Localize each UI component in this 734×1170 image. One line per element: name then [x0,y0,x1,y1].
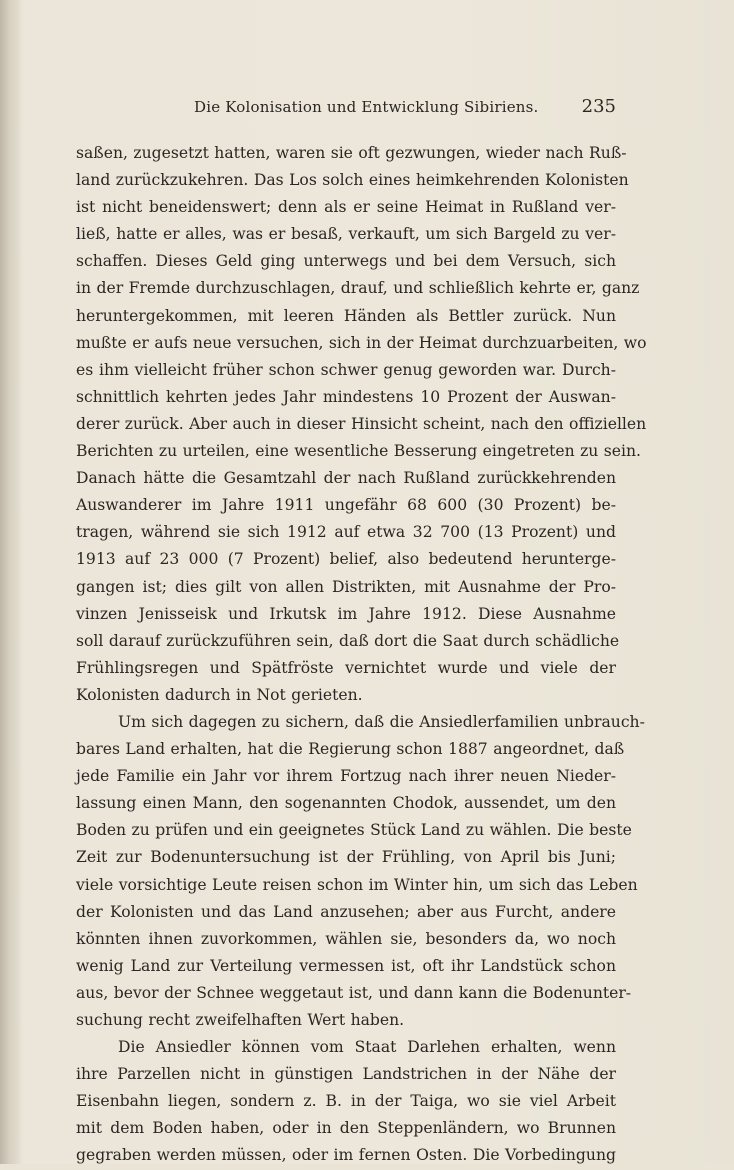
binding-gutter-shadow [0,0,22,1164]
text-line: soll darauf zurückzuführen sein, daß dort die Saat durch schädliche [76,631,620,650]
text-line: lassung einen Mann, den sogenannten Chodok, aussendet, um den [76,794,616,813]
running-head [76,96,616,122]
text-line: vinzen Jenisseisk und Irkutsk im Jahre 1912. Diese Ausnahme [76,604,616,623]
text-line: ihre Parzellen nicht in günstigen Landstrichen in der Nähe der [76,1065,616,1084]
paragraph-end-line: suchung recht zweifelhaften Wert haben. [76,1011,405,1029]
text-line: Boden zu prüfen und ein geeignetes Stück Land zu wählen. Die beste [76,821,632,840]
text-line: Zeit zur Bodenuntersuchung ist der Frühling, von April bis Juni; [76,848,616,867]
running-head-title: Die Kolonisation und Entwicklung Sibiriens. [194,98,539,116]
text-line: ist nicht beneidenswert; denn als er seine Heimat in Rußland ver- [76,198,616,217]
text-line: in der Fremde durchzuschlagen, drauf, und schließlich kehrte er, ganz [76,279,640,298]
text-line: heruntergekommen, mit leeren Händen als Bettler zurück. Nun [76,306,616,325]
text-line: gegraben werden müssen, oder im fernen Osten. Die Vorbedingung [76,1146,616,1165]
text-line: wenig Land zur Verteilung vermessen ist, oft ihr Landstück schon [76,956,616,975]
text-line: viele vorsichtige Leute reisen schon im Winter hin, um sich das Leben [76,875,638,894]
text-line: schaffen. Dieses Geld ging unterwegs und bei dem Versuch, sich [76,252,616,271]
paragraph-start-line: Die Ansiedler können vom Staat Darlehen erhalten, wenn [118,1038,616,1057]
paragraph-start-line: Um sich dagegen zu sichern, daß die Ansiedlerfamilien unbrauch- [118,712,645,731]
text-line: mit dem Boden haben, oder in den Steppenländern, wo Brunnen [76,1119,616,1138]
text-line: mußte er aufs neue versuchen, sich in der Heimat durchzuarbeiten, wo [76,333,647,352]
text-line: der Kolonisten und das Land anzusehen; aber aus Furcht, andere [76,902,616,921]
text-line: saßen, zugesetzt hatten, waren sie oft gezwungen, wieder nach Ruß- [76,144,627,162]
text-line: Eisenbahn liegen, sondern z. B. in der Taiga, wo sie viel Arbeit [76,1092,616,1111]
paragraph-end-line: Kolonisten dadurch in Not gerieten. [76,685,363,704]
text-line: Danach hätte die Gesamtzahl der nach Rußland zurückkehrenden [76,469,616,488]
text-line: aus, bevor der Schnee weggetaut ist, und dann kann die Bodenunter- [76,983,632,1002]
text-line: tragen, während sie sich 1912 auf etwa 32 700 (13 Prozent) und [76,523,616,542]
text-line: gangen ist; dies gilt von allen Distrikten, mit Ausnahme der Pro- [76,577,616,596]
text-line: es ihm vielleicht früher schon schwer genug geworden war. Durch- [76,360,616,379]
text-line: Auswanderer im Jahre 1911 ungefähr 68 600 (30 Prozent) be- [76,496,616,515]
text-line: ließ, hatte er alles, was er besaß, verkauft, um sich Bargeld zu ver- [76,225,616,244]
text-line: schnittlich kehrten jedes Jahr mindestens 10 Prozent der Auswan- [76,387,616,406]
text-line: Berichten zu urteilen, eine wesentliche Besserung eingetreten zu sein. [76,442,642,461]
text-line: jede Familie ein Jahr vor ihrem Fortzug nach ihrer neuen Nieder- [76,767,616,786]
page-number: 235 [581,96,616,117]
text-line: bares Land erhalten, hat die Regierung schon 1887 angeordnet, daß [76,740,625,759]
text-line: Frühlingsregen und Spätfröste vernichtet wurde und viele der [76,658,616,677]
text-line: 1913 auf 23 000 (7 Prozent) belief, also bedeutend herunterge- [76,550,616,569]
text-line: land zurückzukehren. Das Los solch eines heimkehrenden Kolonisten [76,171,629,190]
body-text [76,140,647,1170]
text-line: könnten ihnen zuvorkommen, wählen sie, besonders da, wo noch [76,929,616,948]
text-line: derer zurück. Aber auch in dieser Hinsicht scheint, nach den offiziellen [76,414,647,433]
